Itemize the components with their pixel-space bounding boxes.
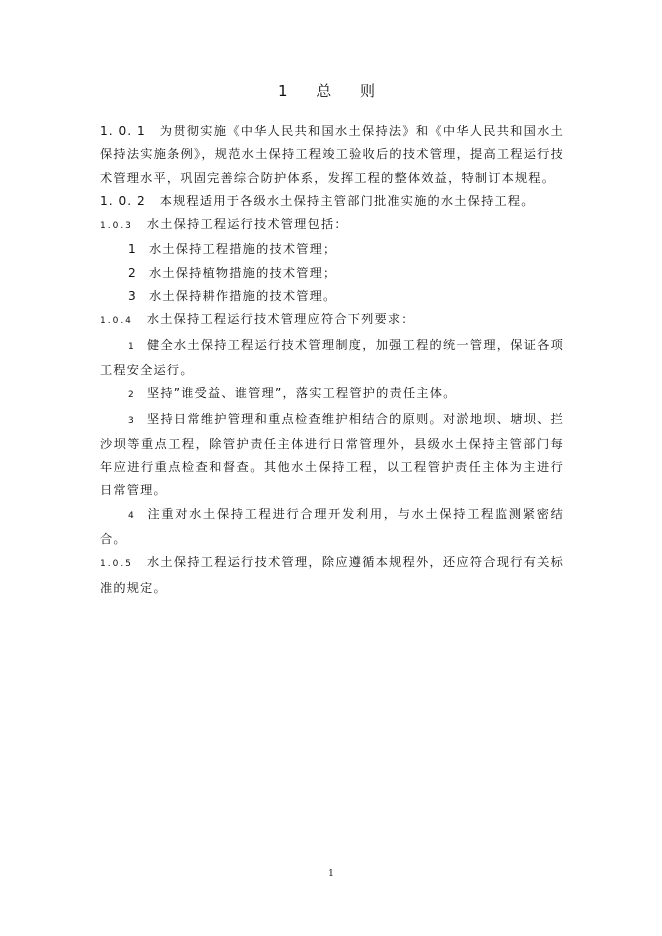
clause-number: 1.0.3	[100, 221, 133, 232]
item-text: 水土保持植物措施的技术管理；	[148, 265, 337, 280]
clause-text: 为贯彻实施《中华人民共和国水土保持法》和《中华人民共和国水土保持法实施条例》，规范水土保持工程竣工验收后的技术管理，提高工程运行技术管理水平，巩固完善综合防护体系，发挥工程的整体效益，特制订本规程。	[100, 124, 564, 185]
clause-number: 1.0.4	[100, 316, 133, 327]
list-item	[100, 334, 564, 383]
item-text: 注重对水土保持工程进行合理开发利用，与水土保持工程监测紧密结合。	[100, 506, 564, 547]
document-body	[100, 120, 564, 600]
list-item	[100, 382, 564, 407]
item-index: 2	[128, 390, 135, 401]
item-index: 1	[128, 341, 135, 352]
item-text: 坚持”谁受益、谁管理”，落实工程管护的责任主体。	[146, 386, 457, 401]
item-index: 2	[128, 265, 137, 280]
clause-1-0-2	[100, 190, 564, 213]
item-index: 3	[128, 289, 137, 304]
item-text: 健全水土保持工程运行技术管理制度，加强工程的统一管理，保证各项工程安全运行。	[100, 337, 564, 377]
list-item	[100, 285, 564, 308]
clause-1-0-1	[100, 120, 564, 190]
clause-number: 1.0.5	[100, 559, 133, 570]
item-index: 1	[128, 242, 137, 257]
item-index: 4	[128, 510, 135, 521]
list-item	[100, 238, 564, 261]
list-item	[100, 262, 564, 285]
item-text: 水土保持工程措施的技术管理；	[148, 242, 337, 257]
clause-number: 1. 0. 2	[100, 193, 146, 208]
clause-text: 水土保持工程运行技术管理应符合下列要求：	[146, 312, 415, 327]
clause-text: 水土保持工程运行技术管理，除应遵循本规程外，还应符合现行有关标准的规定。	[100, 555, 564, 595]
item-text: 坚持日常维护管理和重点检查维护相结合的原则。对淤地坝、塘坝、拦沙坝等重点工程，除管护责任主体进行日常管理外，县级水土保持主管部门每年应进行重点检查和督查。其他水土保持工程，以工程管护责任主体为主进行日常管理。	[100, 411, 564, 498]
chapter-title: 1 总 则	[277, 82, 385, 100]
clause-1-0-5	[100, 551, 564, 600]
item-index: 3	[128, 415, 135, 426]
page-number: 1	[328, 869, 334, 879]
clause-1-0-4	[100, 308, 564, 333]
list-item	[100, 408, 564, 503]
clause-number: 1. 0. 1	[100, 124, 146, 138]
clause-1-0-3	[100, 213, 564, 238]
list-item	[100, 503, 564, 552]
clause-text: 本规程适用于各级水土保持主管部门批准实施的水土保持工程。	[159, 193, 535, 208]
clause-text: 水土保持工程运行技术管理包括：	[146, 217, 348, 232]
item-text: 水土保持耕作措施的技术管理。	[148, 289, 337, 304]
